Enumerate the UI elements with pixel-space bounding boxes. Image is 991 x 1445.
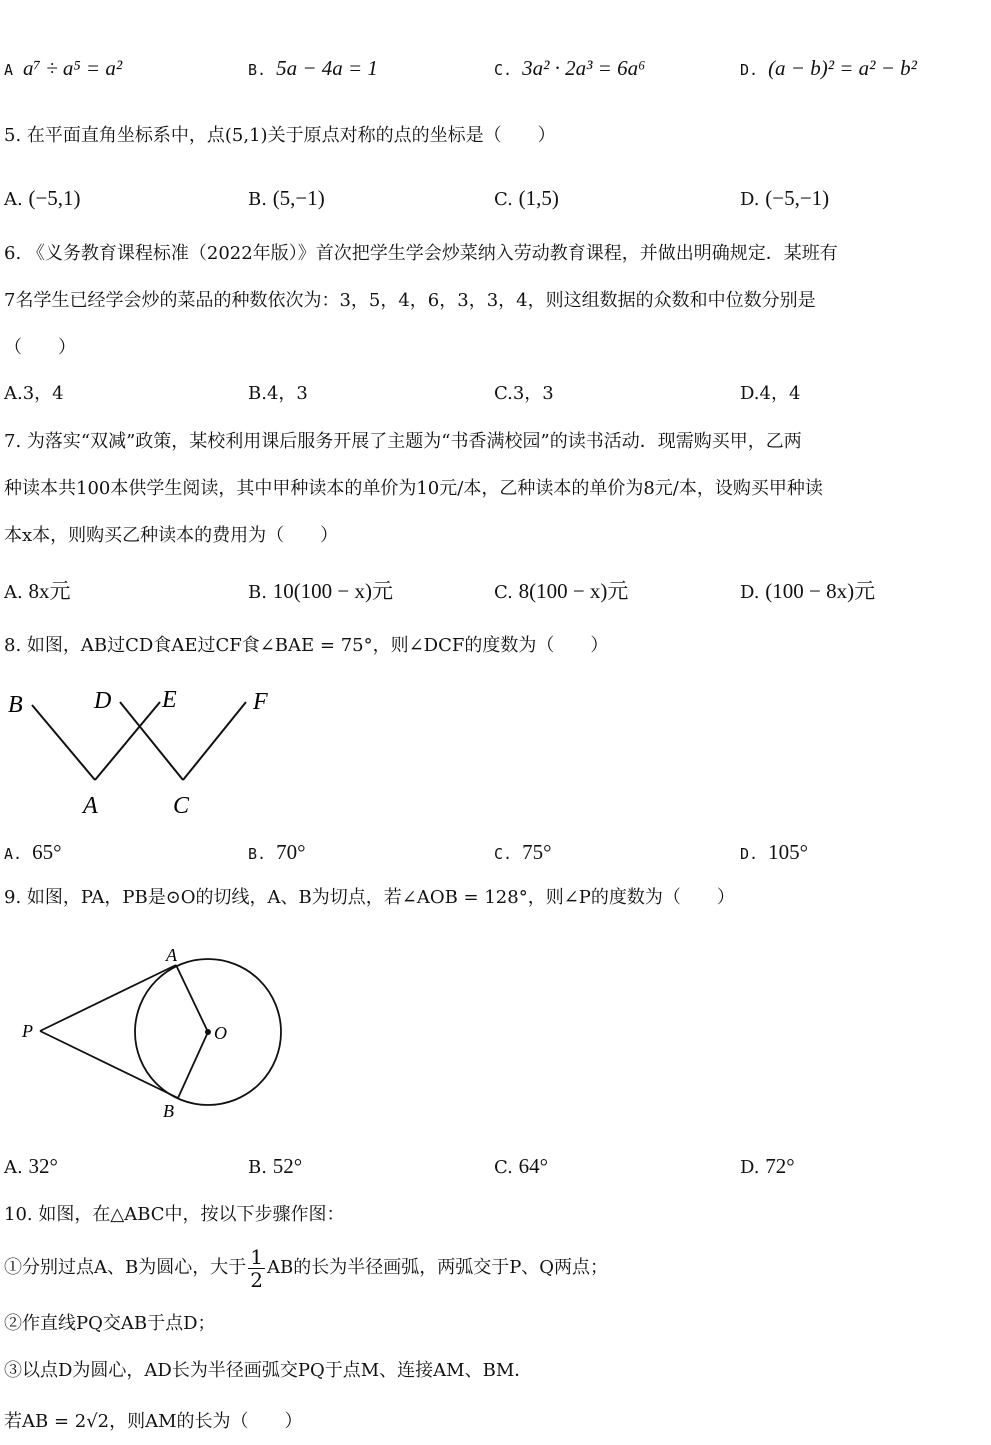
q6-option-d: D.4，4 xyxy=(740,383,801,404)
q7-option-a: A. 8x元 xyxy=(4,579,71,603)
center-point-o xyxy=(205,1029,211,1035)
q6-option-c: C.3，3 xyxy=(494,383,554,404)
q5-option-c: C. (1,5) xyxy=(494,186,559,210)
label-e: E xyxy=(162,687,177,713)
q8-option-d: D. 105° xyxy=(740,840,808,864)
q7-stem-line1: 7. 为落实“双减”政策，某校利用课后服务开展了主题为“书香满校园”的读书活动．现需购买甲，乙两 xyxy=(4,431,802,452)
q4-option-a: A a⁷ ÷ a⁵ = a² xyxy=(4,56,123,80)
q5-option-b: B. (5,−1) xyxy=(248,186,325,210)
q9-figure xyxy=(0,935,300,1125)
q6-stem-line2: 7名学生已经学会炒的菜品的种数依次为：3，5，4，6，3，3，4，则这组数据的众数和中位数分别是 xyxy=(4,290,816,311)
q8-option-c: C. 75° xyxy=(494,840,552,864)
q10-final-question: 若AB = 2√2，则AM的长为（ ） xyxy=(4,1411,303,1432)
q10-stem: 10. 如图，在△ABC中，按以下步骤作图： xyxy=(4,1204,345,1225)
q10-step3: ③以点D为圆心，AD长为半径画弧交PQ于点M、连接AM、BM． xyxy=(4,1360,533,1381)
q7-stem-line2: 种读本共100本供学生阅读，其中甲种读本的单价为10元/本，乙种读本的单价为8元/本，设购买甲种读 xyxy=(4,478,823,499)
q9-option-c: C. 64° xyxy=(494,1154,548,1178)
tangent-pa xyxy=(40,965,176,1031)
q8-stem: 8. 如图，AB过CD食AE过CF食∠BAE = 75°，则∠DCF的度数为（ ） xyxy=(4,635,609,656)
q6-option-b: B.4，3 xyxy=(248,383,308,404)
q9-stem: 9. 如图，PA，PB是⊙O的切线，A、B为切点，若∠AOB = 128°，则∠P的度数为（ ） xyxy=(4,887,735,908)
label-c: C xyxy=(173,793,190,819)
q9-option-d: D. 72° xyxy=(740,1154,795,1178)
q9-option-b: B. 52° xyxy=(248,1154,303,1178)
q8-option-b: B. 70° xyxy=(248,840,306,864)
label-d: D xyxy=(94,688,112,714)
q8-figure xyxy=(0,680,290,820)
q10-step2: ②作直线PQ交AB于点D； xyxy=(4,1313,216,1334)
q7-option-c: C. 8(100 − x)元 xyxy=(494,579,629,603)
radius-ob xyxy=(178,1032,208,1098)
label-f: F xyxy=(253,689,268,715)
line-ba xyxy=(32,705,95,780)
q5-option-d: D. (−5,−1) xyxy=(740,186,830,210)
q8-option-a: A. 65° xyxy=(4,840,62,864)
q4-option-b: B. 5a − 4a = 1 xyxy=(248,56,378,80)
q5-stem: 5. 在平面直角坐标系中，点(5,1)关于原点对称的点的坐标是（ ） xyxy=(4,125,556,146)
radius-oa xyxy=(176,965,208,1032)
label-o: O xyxy=(214,1023,227,1043)
q6-stem-line3: （ ） xyxy=(4,337,76,358)
label-b: B xyxy=(8,692,23,718)
q10-step1: ①分别过点A、B为圆心，大于 $\frac{1}{2}$ AB的长为半径画弧，两弧交于P、Q两点； xyxy=(4,1244,609,1292)
label-p: P xyxy=(22,1021,33,1041)
label-a: A xyxy=(166,945,177,965)
tangent-pb xyxy=(40,1031,178,1098)
q4-option-d: D. (a − b)² = a² − b² xyxy=(740,56,917,80)
line-cf xyxy=(183,702,246,780)
label-b: B xyxy=(163,1101,174,1121)
q7-option-d: D. (100 − 8x)元 xyxy=(740,579,876,603)
label-a: A xyxy=(83,793,98,819)
q7-stem-line3: 本x本，则购买乙种读本的费用为（ ） xyxy=(4,525,339,546)
q4-option-c: C. 3a² · 2a³ = 6a⁶ xyxy=(494,56,646,80)
q9-option-a: A. 32° xyxy=(4,1154,58,1178)
q5-option-a: A. (−5,1) xyxy=(4,186,81,210)
fraction-one-half: $\frac{1}{2}$ xyxy=(250,1244,263,1292)
q6-stem-line1: 6. 《义务教育课程标准（2022年版）》首次把学生学会炒菜纳入劳动教育课程，并做出明确规定．某班有 xyxy=(4,243,838,264)
q7-option-b: B. 10(100 − x)元 xyxy=(248,579,394,603)
q6-option-a: A.3，4 xyxy=(4,383,64,404)
